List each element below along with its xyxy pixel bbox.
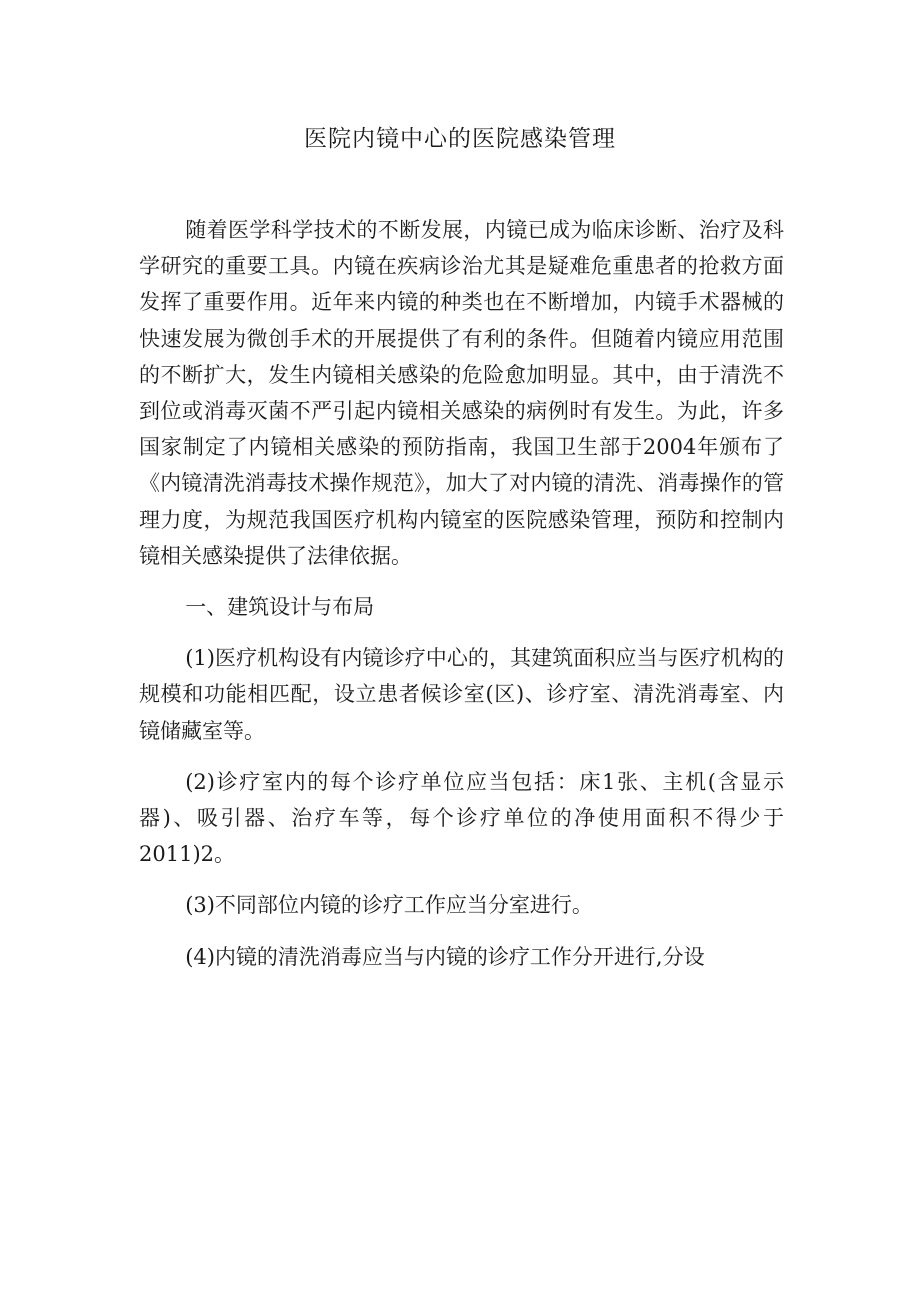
list-item-3: (3)不同部位内镜的诊疗工作应当分室进行。 [185, 893, 593, 918]
list-item-2: (2)诊疗室内的每个诊疗单位应当包括：床1张、主机(含显示器)、吸引器、治疗车等，每个诊疗单位的净使用面积不得少于2011)2。 [139, 769, 784, 867]
document-body [139, 212, 784, 975]
list-item-4: (4)内镜的清洗消毒应当与内镜的诊疗工作分开进行,分设 [185, 944, 705, 969]
document-title: 医院内镜中心的医院感染管理 [304, 126, 616, 152]
intro-paragraph: 随着医学科学技术的不断发展，内镜已成为临床诊断、治疗及科学研究的重要工具。内镜在疾病诊治尤其是疑难危重患者的抢救方面发挥了重要作用。近年来内镜的种类也在不断增加，内镜手术器械的快速发展为微创手术的开展提供了有利的条件。但随着内镜应用范围的不断扩大，发生内镜相关感染的危险愈加明显。其中，由于清洗不到位或消毒灭菌不严引起内镜相关感染的病例时有发生。为此，许多国家制定了内镜相关感染的预防指南，我国卫生部于2004年颁布了《内镜清洗消毒技术操作规范》，加大了对内镜的清洗、消毒操作的管理力度，为规范我国医疗机构内镜室的医院感染管理，预防和控制内镜相关感染提供了法律依据。 [139, 218, 784, 568]
list-item-1: (1)医疗机构设有内镜诊疗中心的，其建筑面积应当与医疗机构的规模和功能相匹配，设立患者候诊室(区)、诊疗室、清洗消毒室、内镜储藏室等。 [139, 646, 784, 743]
section-heading: 一、建筑设计与布局 [185, 595, 375, 620]
